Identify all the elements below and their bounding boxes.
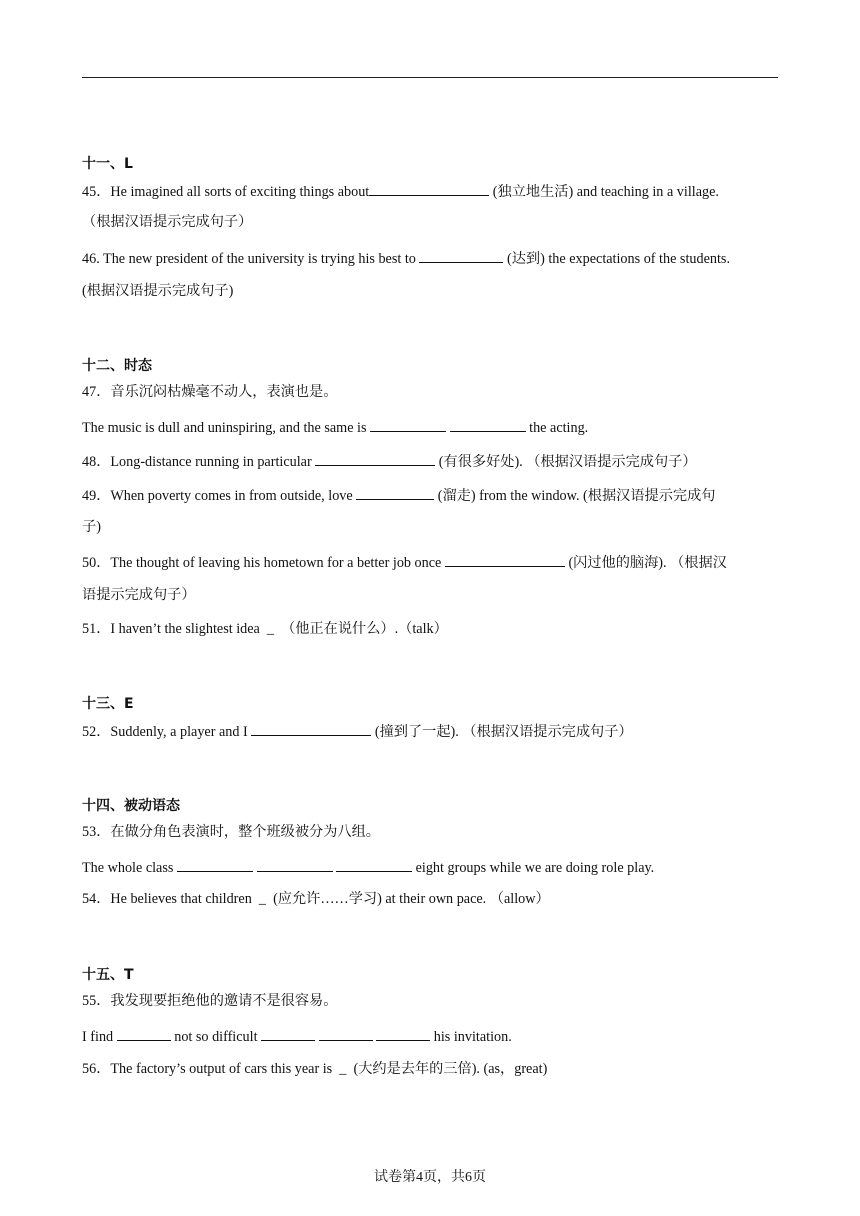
section-title-12: 十二、时态 [82,358,152,374]
question-49-hint: (溜走) from the window. (根据汉语提示完成句 [434,488,716,504]
question-45 [82,181,719,201]
question-50-text: 50．The thought of leaving his hometown for a better job once [82,555,445,571]
question-54: 54．He believes that children _ (应允许……学习) at their own pace. （allow） [82,891,550,907]
question-56: 56．The factory’s output of cars this year is _ (大约是去年的三倍). (as，great) [82,1061,548,1077]
question-50-wrap: 语提示完成句子） [82,587,196,603]
question-47-tail: the acting. [525,420,589,436]
answer-blank[interactable] [177,857,253,872]
question-46-text: 46. The new president of the university is trying his best to [82,251,420,267]
question-49-wrap: 子) [82,519,101,535]
question-49 [82,485,715,505]
answer-blank[interactable] [336,857,412,872]
answer-blank[interactable] [370,417,446,432]
question-55-chinese: 55．我发现要拒绝他的邀请不是很容易。 [82,993,338,1009]
question-48-text: 48．Long-distance running in particular [82,454,316,470]
answer-blank[interactable] [369,181,489,196]
section-title-15: 十五、T [82,967,134,983]
question-47 [82,417,588,437]
answer-blank[interactable] [257,857,333,872]
question-53 [82,857,654,877]
question-53-tail: eight groups while we are doing role play. [412,860,655,876]
question-46 [82,248,730,268]
page-footer: 试卷第4页，共6页 [374,1170,486,1185]
section-title-11: 十一、L [82,156,133,172]
answer-blank[interactable] [315,451,435,466]
answer-blank[interactable] [376,1026,430,1041]
section-title-13: 十三、E [82,696,134,712]
question-45-hint: (独立地生活) and teaching in a village. [489,184,719,200]
question-50-hint: (闪过他的脑海). （根据汉 [564,555,727,571]
question-49-text: 49．When poverty comes in from outside, love [82,488,357,504]
section-title-14: 十四、被动语态 [82,798,180,814]
question-55-text: I find [82,1029,117,1045]
question-45-instruction: （根据汉语提示完成句子） [82,214,253,230]
question-55-mid: not so difficult [170,1029,262,1045]
question-46-hint: (达到) the expectations of the students. [503,251,730,267]
answer-blank[interactable] [445,552,565,567]
question-46-instruction: (根据汉语提示完成句子) [82,283,234,299]
question-48-hint: (有很多好处). （根据汉语提示完成句子） [435,454,697,470]
question-47-chinese: 47．音乐沉闷枯燥毫不动人，表演也是。 [82,384,338,400]
question-53-text: The whole class [82,860,177,876]
question-47-text: The music is dull and uninspiring, and the same is [82,420,371,436]
answer-blank[interactable] [117,1026,171,1041]
question-52-hint: (撞到了一起). （根据汉语提示完成句子） [371,724,633,740]
question-45-text: 45．He imagined all sorts of exciting things about [82,184,370,200]
answer-blank[interactable] [419,248,503,263]
question-53-chinese: 53．在做分角色表演时，整个班级被分为八组。 [82,824,380,840]
answer-blank[interactable] [450,417,526,432]
question-52 [82,721,633,741]
answer-blank[interactable] [261,1026,315,1041]
question-55-tail: his invitation. [430,1029,512,1045]
question-50 [82,552,727,572]
answer-blank[interactable] [356,485,434,500]
question-48 [82,451,697,471]
answer-blank[interactable] [319,1026,373,1041]
header-rule [82,77,778,78]
question-52-text: 52．Suddenly, a player and I [82,724,252,740]
answer-blank[interactable] [251,721,371,736]
question-55 [82,1026,512,1046]
question-51: 51．I haven’t the slightest idea _ （他正在说什么）.（talk） [82,621,448,637]
